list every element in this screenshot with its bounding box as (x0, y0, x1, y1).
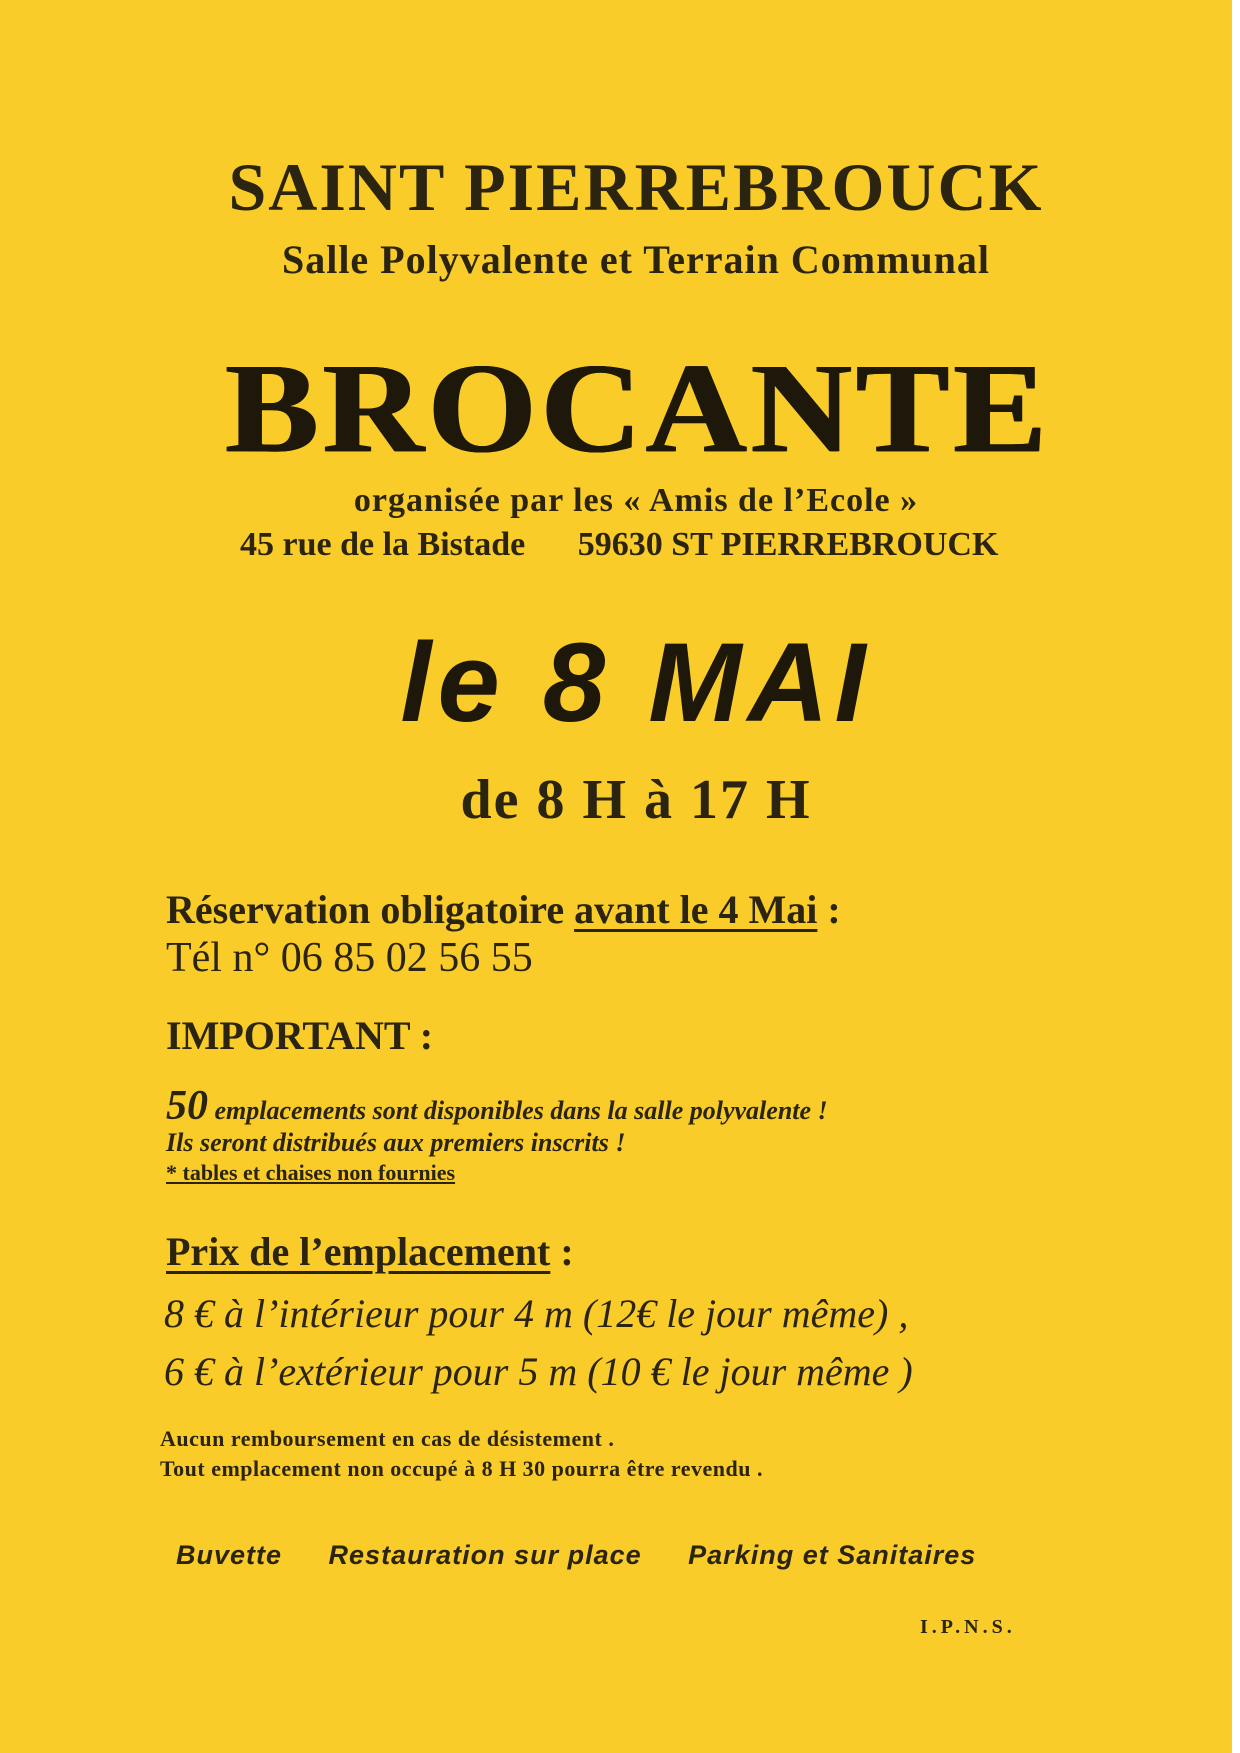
address (240, 526, 1232, 564)
refund-note: Aucun remboursement en cas de désistement . (160, 1426, 615, 1451)
venue: Salle Polyvalente et Terrain Communal (281, 237, 991, 282)
places-count: 50 (166, 1083, 208, 1129)
service-restauration: Restauration sur place (328, 1540, 642, 1570)
address-street: 45 rue de la Bistade (240, 526, 526, 563)
service-parking: Parking et Sanitaires (688, 1540, 977, 1570)
distribution-note: Ils seront distribués aux premiers inscrits ! (166, 1128, 626, 1157)
price-heading: Prix de l’emplacement (166, 1229, 551, 1274)
price-inside: 8 € à l’intérieur pour 4 m (12€ le jour même) , (164, 1291, 909, 1336)
price-outside: 6 € à l’extérieur pour 5 m (10 € le jour même ) (164, 1349, 913, 1394)
resale-note: Tout emplacement non occupé à 8 H 30 pourra être revendu . (160, 1456, 764, 1481)
reservation-suffix: : (817, 887, 841, 932)
important-heading: IMPORTANT : (166, 1013, 434, 1058)
reservation-line (166, 886, 1232, 933)
places-line (166, 1082, 1232, 1130)
price-heading-suffix: : (550, 1229, 574, 1274)
places-text: emplacements sont disponibles dans la salle polyvalente ! (208, 1096, 828, 1125)
event-hours: de 8 H à 17 H (460, 769, 812, 831)
town-name: SAINT PIERREBROUCK (228, 149, 1044, 225)
event-date: le 8 MAI (400, 620, 872, 745)
phone-number: Tél n° 06 85 02 56 55 (166, 935, 533, 981)
organizer: organisée par les « Amis de l’Ecole » (353, 482, 919, 519)
ipns-mark: I.P.N.S. (920, 1616, 1016, 1638)
event-title: BROCANTE (225, 337, 1051, 480)
services-line (176, 1540, 1232, 1571)
address-city: 59630 ST PIERREBROUCK (577, 526, 999, 563)
service-buvette: Buvette (176, 1540, 283, 1570)
tables-note: * tables et chaises non fournies (166, 1160, 456, 1185)
price-heading-line (166, 1228, 1232, 1275)
reservation-prefix: Réservation obligatoire (166, 887, 565, 932)
reservation-deadline: avant le 4 Mai (574, 887, 818, 932)
